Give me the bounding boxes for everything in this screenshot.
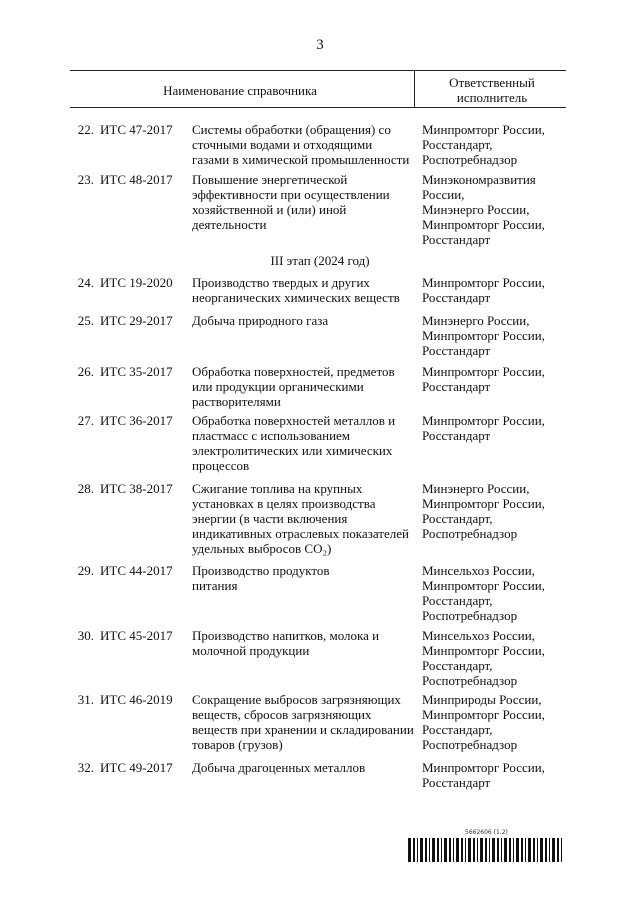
row-title <box>192 760 416 775</box>
row-responsible-line: Росстандарт, <box>422 722 493 737</box>
row-responsible-line: Минэнерго России, <box>422 481 530 496</box>
row-title-line: установках в целях производства <box>192 496 376 511</box>
row-responsible <box>422 172 572 247</box>
row-title-line: веществ при хранении и складировании <box>192 722 414 737</box>
row-title-line: удельных выбросов CO₂) <box>192 541 332 556</box>
row-title-line: эффективности при осуществлении <box>192 187 390 202</box>
row-number: 28. <box>77 481 94 496</box>
row-code: ИТС 47-2017 <box>100 122 173 137</box>
row-title-line: пластмасс с использованием <box>192 428 351 443</box>
row-code: ИТС 49-2017 <box>100 760 173 775</box>
row-responsible-line: Минпромторг России, <box>422 707 545 722</box>
row-title-line: Сокращение выбросов загрязняющих <box>192 692 401 707</box>
table-top-border <box>70 70 566 71</box>
row-responsible <box>422 122 572 167</box>
column-divider <box>414 70 415 107</box>
row-title-line: сточными водами и отходящими <box>192 137 373 152</box>
row-responsible <box>422 628 572 688</box>
row-title <box>192 692 416 752</box>
page-number: 3 <box>316 37 324 53</box>
row-number: 24. <box>77 275 94 290</box>
row-title-line: товаров (грузов) <box>192 737 283 752</box>
row-responsible-line: Минпромторг России, <box>422 413 545 428</box>
row-title-line: деятельности <box>192 217 267 232</box>
row-responsible-line: Росстандарт <box>422 775 491 790</box>
row-title <box>192 481 416 556</box>
row-title <box>192 122 416 167</box>
row-code: ИТС 46-2019 <box>100 692 173 707</box>
row-title-line: Производство напитков, молока и <box>192 628 380 643</box>
row-title-line: Обработка поверхностей металлов и <box>192 413 396 428</box>
row-responsible-line: Минпромторг России, <box>422 122 545 137</box>
row-code: ИТС 45-2017 <box>100 628 173 643</box>
row-responsible-line: Росстандарт, <box>422 511 493 526</box>
row-number: 29. <box>77 563 94 578</box>
row-responsible-line: Минэнерго России, <box>422 202 530 217</box>
row-responsible <box>422 563 572 623</box>
row-number: 25. <box>77 313 94 328</box>
row-number: 32. <box>77 760 94 775</box>
row-title-line: Добыча природного газа <box>192 313 329 328</box>
row-responsible <box>422 364 572 394</box>
row-title <box>192 563 416 593</box>
row-title <box>192 364 416 409</box>
row-responsible-line: Минпромторг России, <box>422 760 545 775</box>
column-header-responsible-line: Ответственный <box>449 75 535 90</box>
row-title-line: Системы обработки (обращения) со <box>192 122 391 137</box>
row-title-line: Сжигание топлива на крупных <box>192 481 363 496</box>
row-responsible-line: Минсельхоз России, <box>422 628 535 643</box>
row-responsible-line: Минсельхоз России, <box>422 563 535 578</box>
row-responsible-line: Минэнерго России, <box>422 313 530 328</box>
row-title-line: газами в химической промышленности <box>192 152 410 167</box>
row-number: 23. <box>77 172 94 187</box>
column-header-responsible <box>418 75 566 105</box>
row-responsible-line: Росстандарт, <box>422 593 493 608</box>
row-number: 31. <box>77 692 94 707</box>
row-responsible <box>422 692 572 752</box>
row-title-line: неорганических химических веществ <box>192 290 400 305</box>
row-responsible <box>422 275 572 305</box>
row-title-line: электролитических или химических <box>192 443 393 458</box>
row-responsible <box>422 313 572 358</box>
row-title-line: Производство продуктов <box>192 563 330 578</box>
row-code: ИТС 44-2017 <box>100 563 173 578</box>
row-title-line: Обработка поверхностей, предметов <box>192 364 395 379</box>
row-code: ИТС 38-2017 <box>100 481 173 496</box>
row-responsible-line: Минпромторг России, <box>422 364 545 379</box>
row-responsible-line: Росстандарт <box>422 290 491 305</box>
row-responsible-line: Минэкономразвития <box>422 172 536 187</box>
row-code: ИТС 48-2017 <box>100 172 173 187</box>
row-title-line: Повышение энергетической <box>192 172 348 187</box>
row-responsible-line: Роспотребнадзор <box>422 608 518 623</box>
row-responsible-line: России, <box>422 187 465 202</box>
table-header-border <box>70 107 566 108</box>
row-responsible-line: Росстандарт, <box>422 658 493 673</box>
row-number: 26. <box>77 364 94 379</box>
column-header-name: Наименование справочника <box>163 83 317 98</box>
row-responsible-line: Минпромторг России, <box>422 643 545 658</box>
row-code: ИТС 29-2017 <box>100 313 173 328</box>
barcode-image <box>408 838 566 862</box>
row-number: 27. <box>77 413 94 428</box>
row-title-line: молочной продукции <box>192 643 310 658</box>
row-responsible-line: Минпромторг России, <box>422 275 545 290</box>
row-title-line: Добыча драгоценных металлов <box>192 760 366 775</box>
row-responsible-line: Минприроды России, <box>422 692 542 707</box>
row-responsible-line: Роспотребнадзор <box>422 737 518 752</box>
row-title-line: индикативных отраслевых показателей <box>192 526 409 541</box>
row-responsible-line: Росстандарт <box>422 343 491 358</box>
row-title <box>192 413 416 473</box>
row-responsible <box>422 413 572 443</box>
row-responsible-line: Минпромторг России, <box>422 578 545 593</box>
column-header-responsible-line: исполнитель <box>456 90 528 105</box>
row-title <box>192 275 416 305</box>
row-title-line: Производство твердых и других <box>192 275 370 290</box>
row-code: ИТС 36-2017 <box>100 413 173 428</box>
row-title <box>192 313 416 328</box>
row-responsible-line: Роспотребнадзор <box>422 673 518 688</box>
row-responsible-line: Росстандарт <box>422 379 491 394</box>
stamp-code: 5662606 (1.2) <box>465 829 508 836</box>
row-code: ИТС 19-2020 <box>100 275 173 290</box>
row-code: ИТС 35-2017 <box>100 364 173 379</box>
row-responsible-line: Минпромторг России, <box>422 496 545 511</box>
row-title-line: растворителями <box>192 394 281 409</box>
stage-label: III этап (2024 год) <box>270 253 370 268</box>
row-responsible-line: Роспотребнадзор <box>422 152 518 167</box>
row-responsible-line: Роспотребнадзор <box>422 526 518 541</box>
row-responsible <box>422 760 572 790</box>
row-title <box>192 172 416 232</box>
row-title-line: питания <box>192 578 238 593</box>
row-number: 22. <box>77 122 94 137</box>
row-responsible-line: Росстандарт, <box>422 137 493 152</box>
row-title-line: процессов <box>192 458 250 473</box>
row-title-line: веществ, сбросов загрязняющих <box>192 707 372 722</box>
row-responsible-line: Росстандарт <box>422 232 491 247</box>
row-title <box>192 628 416 658</box>
row-number: 30. <box>77 628 94 643</box>
row-title-line: энергии (в части включения <box>192 511 348 526</box>
row-title-line: хозяйственной и (или) иной <box>192 202 347 217</box>
row-title-line: или продукции органическими <box>192 379 364 394</box>
row-responsible <box>422 481 572 541</box>
row-responsible-line: Минпромторг России, <box>422 328 545 343</box>
row-responsible-line: Минпромторг России, <box>422 217 545 232</box>
row-responsible-line: Росстандарт <box>422 428 491 443</box>
